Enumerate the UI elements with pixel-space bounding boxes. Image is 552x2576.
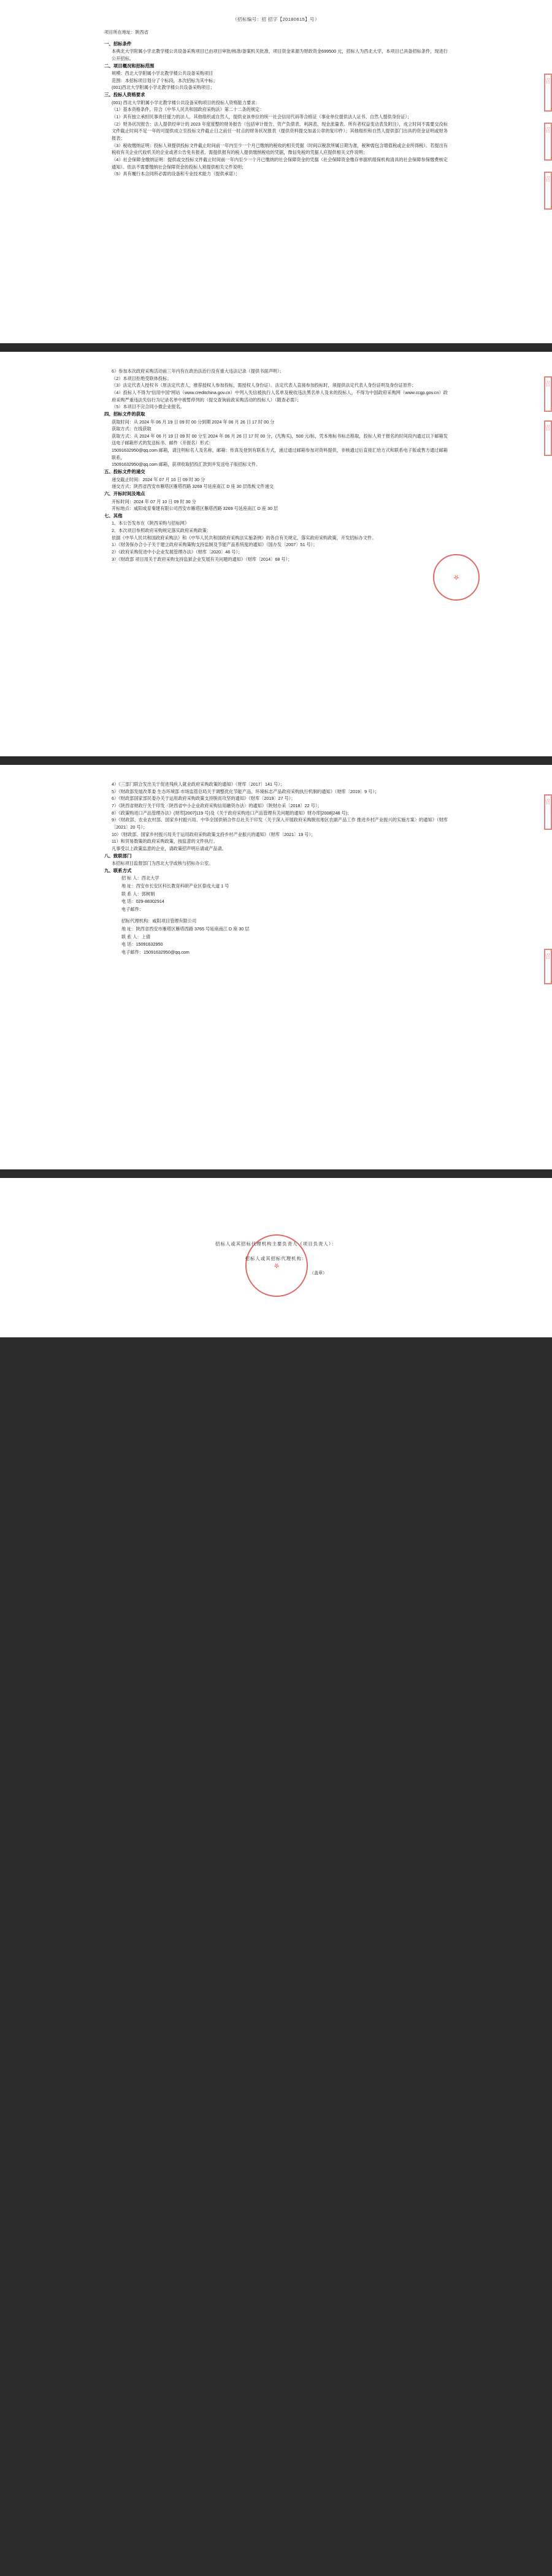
- section-title-4: 四、招标文件的获取: [104, 411, 145, 417]
- page3-item-1: 4）《三部门联合发出关于促进残疾人就业政府采购政策的通知》（财库〔2017〕141 号）；: [112, 781, 285, 787]
- signature-line-2: 招标人或其招标代理机构：: [245, 1255, 307, 1261]
- section-title-7: 七、其他: [104, 512, 123, 519]
- section-5-line-2: 递交方式：陕西省西安市雁塔区雁塔西路 3269 号延座南江 D 座 30 层纸板文件递交: [112, 484, 274, 490]
- section-3-line-2: （1）基本资格条件，符合《中华人民共和国政府采购法》第二十二条的规定：: [112, 107, 264, 113]
- page2-block-3: （3）法定代表人授权书（原法定代表人，推荐授权人参加投标，需授权人身份证）。法定代表人直接参加投标时，须提供法定代表人身份证明及身份证原件；: [112, 382, 416, 389]
- contact-person-row: [104, 891, 448, 899]
- agent-name-value: 咸阳项目管理有限公司: [152, 918, 197, 924]
- red-stamp-icon-2: 招: [544, 123, 552, 161]
- section-4-line-1: 获取时间：从 2024 年 06 月 19 日 09 时 00 分到期 2024 年 06 月 26 日 17 时 00 分: [112, 419, 275, 425]
- red-stamp-icon-3: 招: [544, 172, 552, 210]
- agent-address-row: [104, 925, 448, 933]
- section-3-line-6: （4）社会保障金缴纳证明：提供或交投标文件截止时间前一年内至少一个月已缴纳的社会保障资金的凭据（社会保障资金缴存单据机组保机构清具的社会保障参保缴费核定通知）。依法不需要缴纳社会保障资金的投标人须提供相关文件说明；: [112, 156, 448, 170]
- document-page-4: [0, 1178, 552, 1337]
- page3-item-4: 7）《陕西省财政厅关于印发〈陕西省中小企业政府采购信用融资办法〉的通知》（陕财办采〔2018〕22 号）；: [112, 802, 322, 808]
- section-title-2: 二、项目概况和招标范围: [104, 63, 155, 69]
- section-2-line-2: 范围：本招标项目划分了个标段，本次招标为其中标；: [112, 77, 218, 83]
- agent-email-label: 电子邮件：: [121, 949, 144, 955]
- section-7-line-6: 3）《财政部 项目用关于政府采购支持监狱企业发展有关问题的通知》（财库〔2014〕68 号）；: [112, 556, 293, 562]
- section-3-line-3: （1）具有独立承担民事责任能力的法人、其他组织或自然人，提供业该单位的统一社会信用代码等合格证（事业单位提供法人证书、自然人提供身份证）；: [112, 113, 412, 120]
- page-gap: [0, 343, 552, 352]
- document-page-1: [0, 0, 552, 343]
- section-3-line-5: （3）税收缴纳证明：投标人须提供投标文件截止时间前一年内至少一个月已缴纳的税收的相关凭据（时间以税款所属日期为准，税种需包含增值税或企业所得税）。若提出有税收有关企业代收机关的企业或者公告免有报者，需提供报有的税人提供缴纳税收的凭据，微信免税的凭据人应提供相关文件说明；: [112, 142, 448, 156]
- red-stamp-icon-4: 招: [544, 376, 552, 412]
- section-title-3: 三、投标人资格要求: [104, 92, 145, 98]
- section-4-line-4: 15091632950@qq.com 邮箱，请注明标名人及名称，邮箱：传真及登到有联系方式，递过通过邮箱参加对资料提供，非核通过后直接汇给方式和联系电子版或售方通过邮箱联系，: [112, 447, 448, 460]
- section-title-1: 一、招标条件: [104, 40, 132, 47]
- agent-name-label: 招标代理机构：: [121, 918, 153, 924]
- contact-phone-label: 电 话：: [121, 899, 136, 905]
- section-4-line-3: 获取方式：从 2024 年 06 月 19 日 09 时 00 分至 2024 年 06 月 26 日 17 时 00 分，(凡购买)，500 元/标，凭本地标书标志格取，投标人须于报名的时间段内通过以下邮箱发送电子邮箱形式的发送标书、邮件（开报名）形式：: [112, 433, 448, 446]
- document-header-code: （招标编号：招 招字【20180615】号）: [232, 17, 320, 22]
- page2-block-4: （4）投标人不得为"信用中国"网站（www.creditchina.gov.cn）中列入失信被执行人名单及税收违法黑名单人及未的投标人，不得为中国政府采购网（www.ccgp.gov.cn）政府采购严重违法失信行为记录名单中被暂停列的（提交查询前政采购活动的投标人）（随查必需）；: [112, 389, 448, 403]
- agent-phone-value: 15091632950: [136, 941, 163, 948]
- red-stamp-icon-5: 招: [544, 420, 552, 456]
- contact-person-value: 郭树娟: [141, 891, 155, 897]
- page3-item-8: 11）和贸易数策的政府采购政策，按监意的文件执行。: [112, 838, 218, 845]
- section-2-line-3: (001)西北大学附属小学北教学楼公共设备采购项目；: [112, 85, 215, 91]
- contact-phone-row: [104, 898, 448, 906]
- section-7-line-1: 1、本公告发布在《陕西采购与招标网》: [112, 520, 190, 526]
- page3-item-2: 5）《财政部发展改革委 生态环境部 市场监管总局关于调整优化节能产品、环境标志产品政府采购执行机制的通知》（财库〔2019〕9 号）；: [112, 788, 380, 794]
- section-title-9: 九、联系方式: [104, 867, 132, 873]
- signature-line-1: 招标人或其招标代理机构主要负责人（项目负责人）：: [215, 1241, 337, 1247]
- agent-email-row: [104, 949, 448, 957]
- section-4-line-5: 15091632950@qq.com 邮箱，获项收取招投汇款到并发送电子版招标文件。: [112, 462, 261, 468]
- section-3-line-4: （2）财务状况报告：法人提供经审计的 2023 年度度整的财务报告（包括审计报告、资产负债表、利润表、现金流量表、所有者权益变动表及附注），成立时间不需要交没标文件截止时间不足一年的可提供成立至投标文件截止日之前任一时点的财务状况报表（提供资料提交加盖公章的复印件）；其他组织和自然人提供部门出具的资金证明或财务报表；: [112, 121, 448, 141]
- contact-bidder-value: 西北大学: [141, 875, 159, 881]
- section-4-line-2: 获取方式：在线获取: [112, 426, 151, 432]
- page2-block-2: （2）本项目拒绝受联体投标；: [112, 375, 172, 381]
- agent-phone-row: [104, 941, 448, 949]
- stamp-note: （盖章）: [310, 1271, 327, 1275]
- contact-email-label: 电子邮件：: [121, 906, 144, 912]
- section-title-5: 五、投标文件的递交: [104, 469, 145, 475]
- section-3-line-7: （5）具有履行本合同所必需的设备和专业技术能力（提供承诺）；: [112, 171, 240, 177]
- page3-item-7: 10）《财政部、国家乡村振兴局关于运用政府采购政策支持乡村产业振兴的通知》（财库〔2021〕19 号）；: [112, 831, 316, 837]
- agent-email-value: 15091632950@qq.com: [143, 949, 190, 955]
- section-title-6: 六、开标时间及地点: [104, 491, 145, 496]
- agent-person-label: 联 系 人：: [121, 933, 142, 940]
- page3-item-9: 凡事受以上政策监意的企业，请政策招声明后请或产品请。: [112, 845, 226, 851]
- agent-name-row: [104, 918, 448, 925]
- red-stamp-icon-6: 招: [544, 794, 552, 830]
- contact-bidder-row: [104, 875, 448, 883]
- section-7-line-3: 依据《中华人民共和国政府采购法》和《中华人民共和国政府采购法实施条例》的各自有关规定，落实政府采购政策，开发招标办文件。: [112, 534, 377, 541]
- section-7-line-2: 2、本次项目参照政府采购规定落实政府采购政策：: [112, 528, 212, 534]
- contact-bidder-label: 招 标 人：: [121, 875, 142, 881]
- page3-item-3: 6）《财政部国家部民委办关于运用政府采购政策支持脱贫攻坚的通知》（财库〔2019〕27 号）；: [112, 796, 296, 802]
- contact-person-label: 联 系 人：: [121, 891, 142, 897]
- contact-address-value: 西安市长安区科长教育科研产业区泰戌大道 1 号: [136, 883, 229, 889]
- agent-person-value: 上倩: [141, 933, 151, 940]
- page-gap-2: [0, 756, 552, 765]
- signature-block: [104, 1237, 448, 1266]
- page-gap-3: [0, 1169, 552, 1178]
- page2-block-5: （5）本项目不完合同小微企业报名。: [112, 404, 185, 410]
- agent-person-row: [104, 933, 448, 941]
- section-1-line-1: 本典北大学附属小学北教学楼公共设备采购项目已由项目审批/核准/备案机关批准，项目资金来源为财政资金699500 元，招标人为西北大学，本项目已具备招标条件，现进行公开招标。: [112, 48, 448, 61]
- agent-address-label: 地 址：: [121, 925, 136, 932]
- contact-phone-value: 029-88302914: [136, 899, 164, 905]
- page2-block-1: 6）参加本次政府采购活动前三年内有在政治法治行没有重大违法记录（提供书面声明）；: [112, 368, 284, 374]
- red-stamp-icon-1: 招: [544, 74, 552, 112]
- document-page-2: [0, 352, 552, 756]
- document-page-3: [0, 765, 552, 1169]
- section-6-line-1: 开标时间：2024 年 07 月 10 日 09 时 30 分: [112, 498, 196, 504]
- agent-phone-label: 电 话：: [121, 941, 136, 948]
- section-7-line-4: 1）《财务保办合小子关于建立政府采购策购支持监制及节能产品系统度的通知》（国办发〔2007〕51 号）；: [112, 542, 318, 548]
- section-2-line-1: 规模：西北大学附属小学北教学楼公共设备采购项目: [112, 70, 213, 77]
- section-5-line-1: 递交截止时间：2024 年 07 月 10 日 09 时 30 分: [112, 476, 205, 482]
- section-7-line-5: 2）《政府采购促进中小企业发展管理办法》（财库〔2020〕46 号）；: [112, 549, 243, 555]
- agent-address-value: 陕西省西安市雁塔区雁塔西路 3765 号延座南江 D 座 30 层: [136, 925, 250, 932]
- contact-address-row: [104, 883, 448, 891]
- contact-email-row: [104, 906, 448, 914]
- red-stamp-icon-7: 招: [544, 949, 552, 984]
- contact-address-label: 地 址：: [121, 883, 136, 889]
- section-title-8: 八、致联部门: [104, 853, 132, 859]
- project-location: 项目所在地址：陕西省: [104, 29, 148, 35]
- section-8-line-1: 本招标项目监督部门为西北大学或核与招标办公室。: [112, 861, 213, 867]
- section-3-line-1: (001) 西北大学附属小学北教学楼公共设备采购项目的投标人资格能力要求：: [112, 99, 260, 105]
- page3-item-5: 8）《政策购进口产品管理办法》(财库[2007]119 号)及《关于政府采购进口产品管理有关问题的通知》财办库[2008]248 号)；: [112, 810, 352, 816]
- page3-item-6: 9）《财政部、农业农村部、国家乡村振兴局、中华全国供销合作总社关于印发〈关于深入开展政府采购脱贫地区农副产品工作 推进乡村产业振兴的实施方案〉的通知》（财库〔2021〕20 号）；: [112, 817, 448, 830]
- section-6-line-2: 开标地点：咸阳成育秦建有限公司西安市雁塔区雁塔西路 3269 号延座南江 D 座 30 层: [112, 506, 278, 512]
